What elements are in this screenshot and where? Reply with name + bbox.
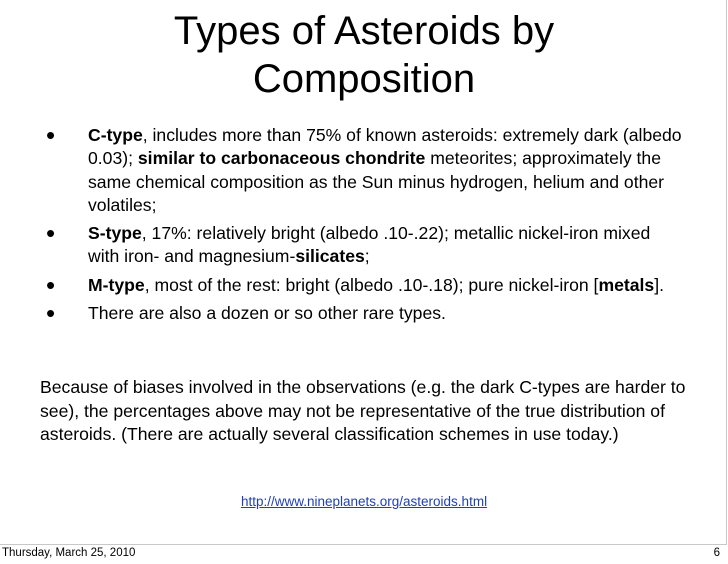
bullet-list	[46, 120, 686, 330]
footer-date: Thursday, March 25, 2010	[2, 547, 136, 559]
slide-title-line-2: Composition	[252, 57, 476, 101]
bullet-item-m-type	[46, 269, 686, 300]
bullet-item-s-type	[46, 218, 686, 269]
source-link-container	[0, 494, 728, 510]
bullet-text-segment: C-type	[88, 125, 143, 145]
bullet-marker: •	[46, 298, 56, 329]
bullet-text-segment: ;	[364, 246, 370, 267]
bullet-text-segment: M-type	[88, 274, 145, 295]
bullet-marker: •	[46, 269, 56, 300]
body-paragraph: Because of biases involved in the observations (e.g. the dark C-types are harder to see), the percentages above may not be representative of the true distribution of asteroids. (There are actually several classification schemes in use today.)	[40, 377, 686, 444]
bullet-item-c-type	[46, 120, 686, 217]
bullet-text-segment: similar to carbonaceous chondrite	[137, 148, 426, 169]
bullet-text-segment: silicates	[295, 246, 365, 267]
bullet-text-segment: , 17%: relatively bright (albedo .10-.22); metallic nickel-iron mixed with iron- and magnesium-	[88, 223, 651, 267]
bullet-text-segment: metals	[598, 274, 655, 295]
bullet-item-other-types	[46, 298, 686, 329]
bullet-text-segment: meteorites; approximately the same chemical composition as the Sun minus hydrogen, helium and other volatiles;	[88, 148, 665, 215]
footer-page-number: 6	[713, 547, 720, 559]
bullet-text-segment: ].	[654, 274, 664, 295]
slide-title	[0, 7, 728, 103]
bullet-marker: •	[46, 120, 56, 150]
bullet-text-segment: S-type	[88, 223, 142, 244]
source-link[interactable]: http://www.nineplanets.org/asteroids.html	[240, 494, 488, 509]
slide-title-line-1: Types of Asteroids by	[173, 9, 555, 53]
bullet-marker: •	[46, 218, 56, 249]
bullet-text-segment: , most of the rest: bright (albedo .10-.18); pure nickel-iron [	[144, 274, 599, 295]
bullet-text-segment: There are also a dozen or so other rare types.	[88, 303, 446, 324]
bullet-text-segment: , includes more than 75% of known asteroids: extremely dark (albedo 0.03);	[88, 125, 682, 169]
